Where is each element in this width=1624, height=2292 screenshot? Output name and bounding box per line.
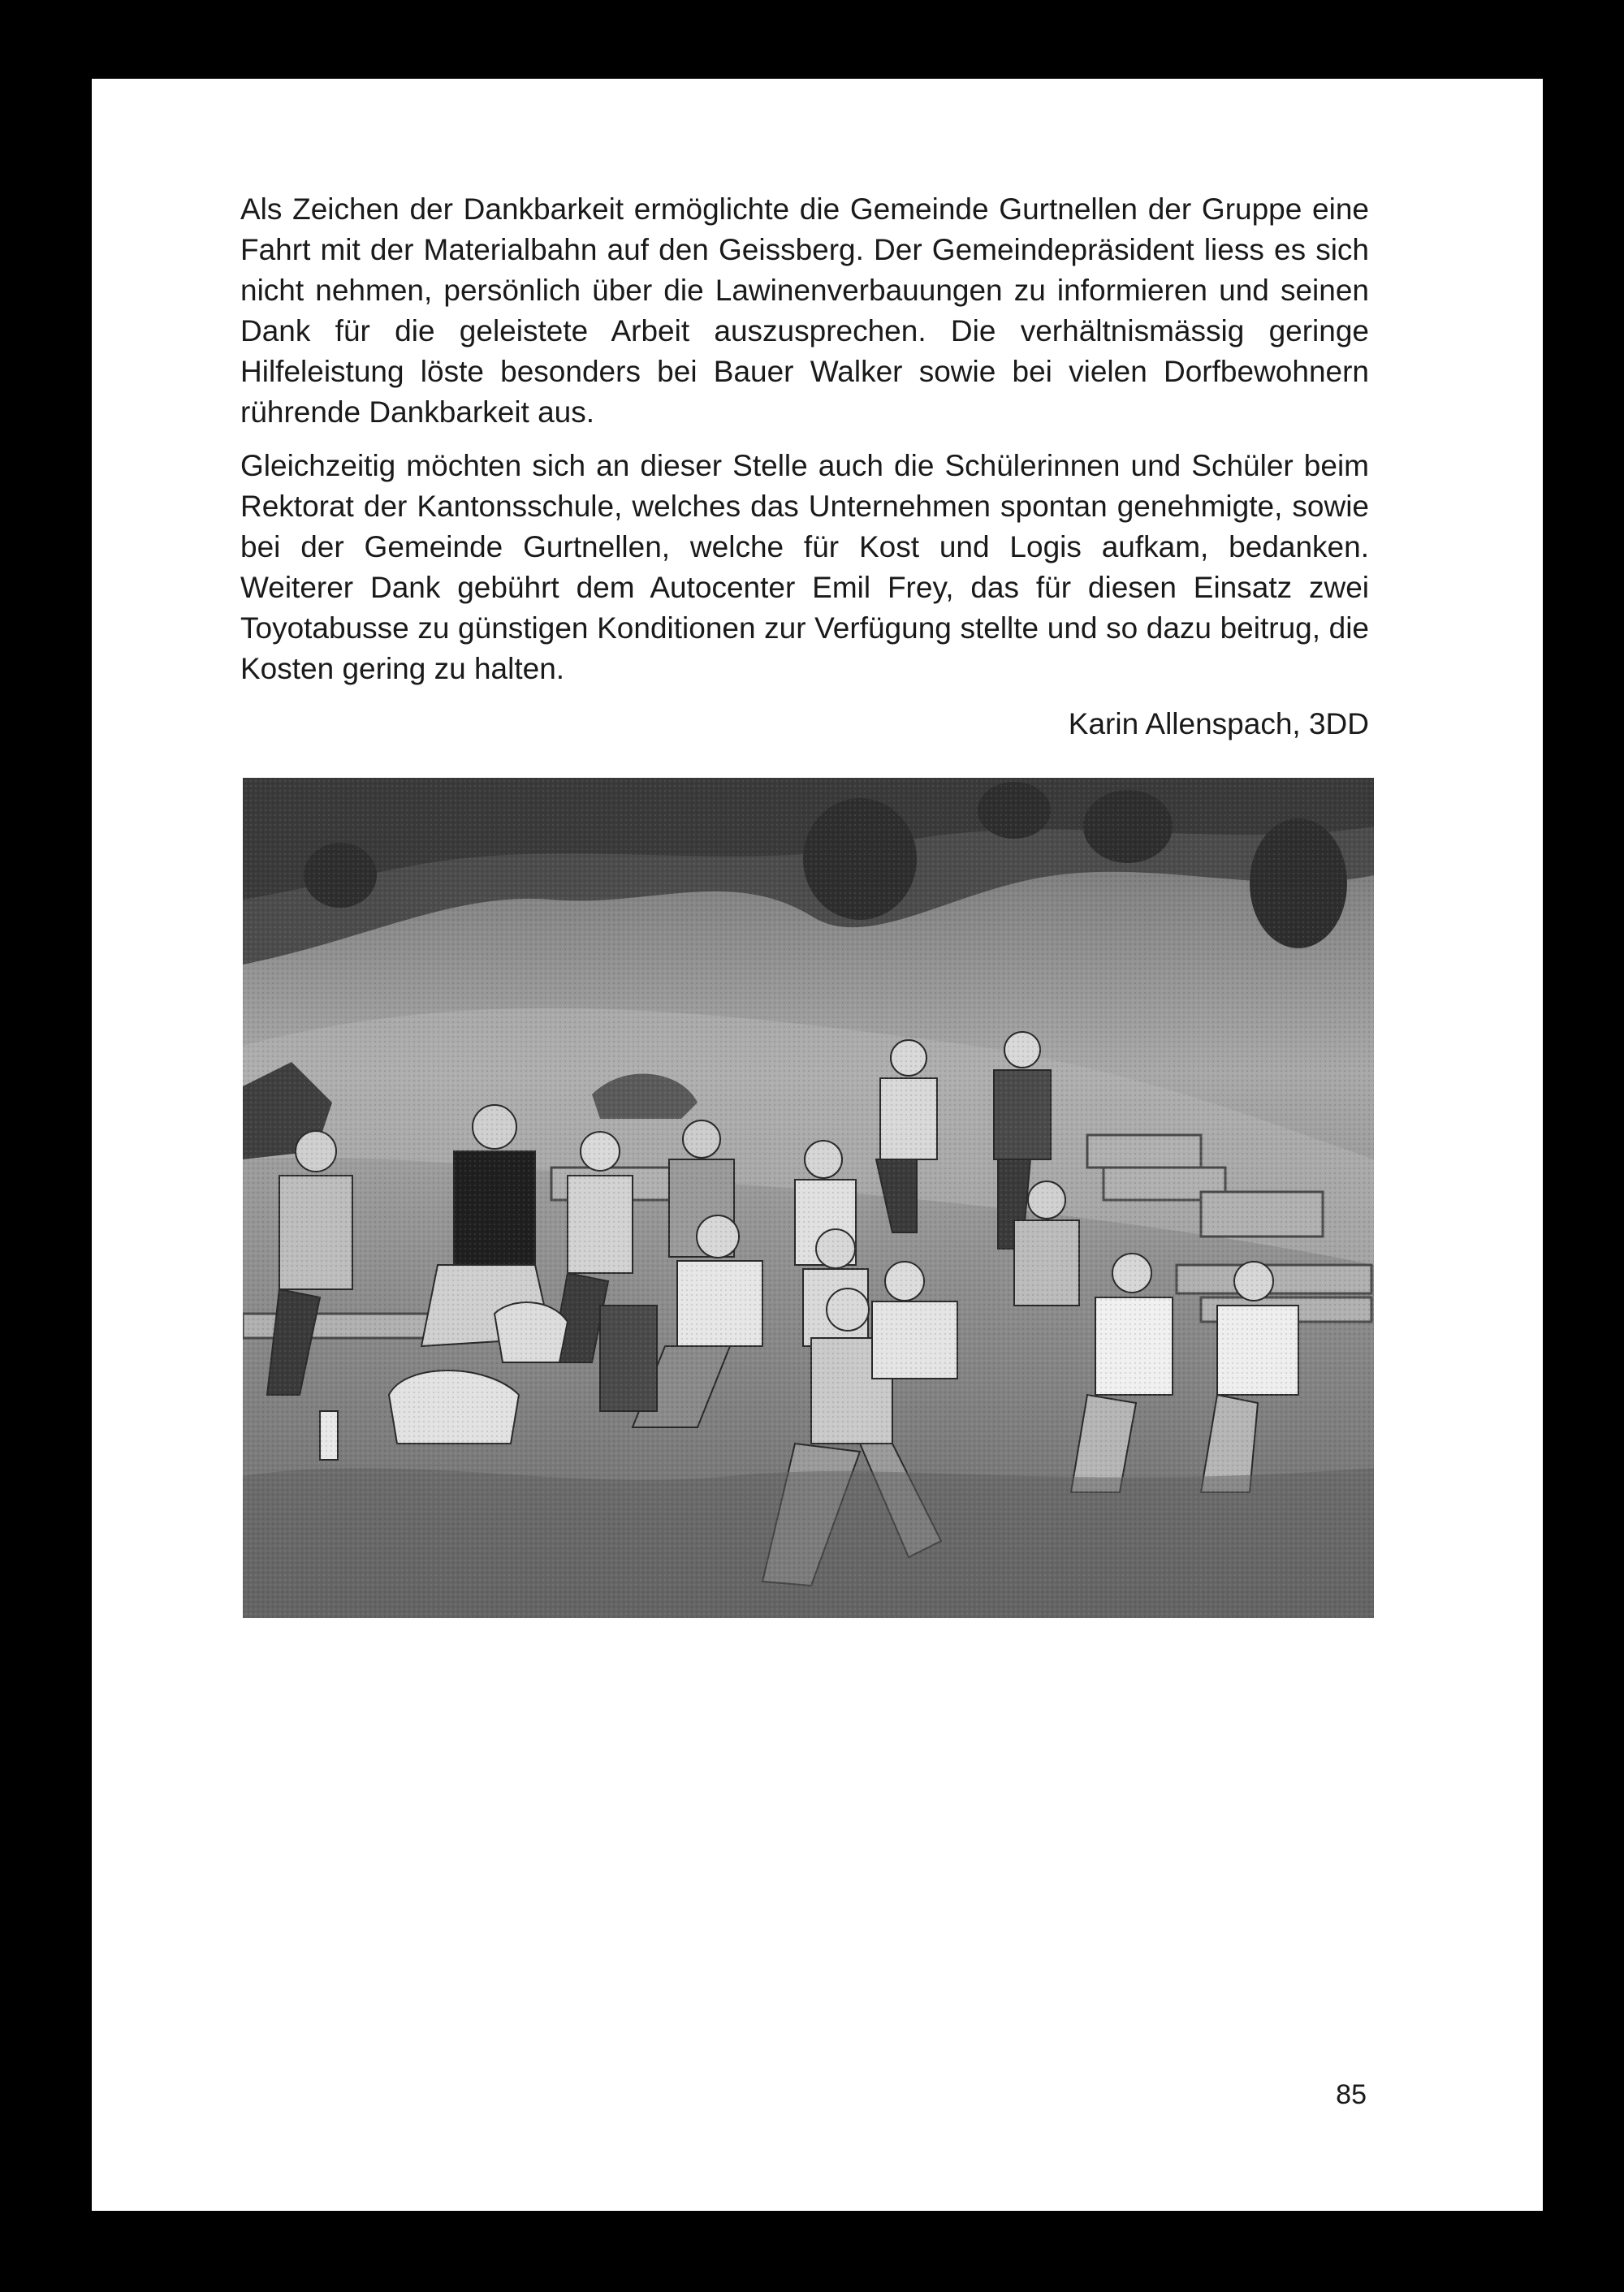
page-number: 85: [1336, 2079, 1367, 2110]
group-photo-illustration: [243, 778, 1374, 1618]
author-signature: Karin Allenspach, 3DD: [1068, 707, 1369, 740]
document-page: [92, 79, 1543, 2211]
group-photo: [243, 778, 1374, 1618]
paragraph-thanks-rektorat: Gleichzeitig möchten sich an dieser Stelle auch die Schülerinnen und Schüler beim Rektorat der Kantonsschule, welches das Unternehmen spontan genehmigte, sowie bei der Gemeinde Gurtnellen, welche für Kost und Logis aufkam, bedanken. Weiterer Dank gebührt dem Autocenter Emil Frey, das für diesen Einsatz zwei Toyotabusse zu günstigen Konditionen zur Verfügung stellte und so dazu beitrug, die Kosten gering zu halten.: [240, 449, 1369, 685]
article-text: [240, 189, 1369, 745]
paragraph-thanks-gemeinde: Als Zeichen der Dankbarkeit ermöglichte die Gemeinde Gurtnellen der Gruppe eine Fahrt mit der Materialbahn auf den Geissberg. Der Gemeindepräsident liess es sich nicht nehmen, persönlich über die Lawinenverbauungen zu informieren und seinen Dank für die geleistete Arbeit auszusprechen. Die verhältnismässig geringe Hilfeleistung löste besonders bei Bauer Walker sowie bei vielen Dorfbewohnern rührende Dankbarkeit aus.: [240, 192, 1369, 429]
